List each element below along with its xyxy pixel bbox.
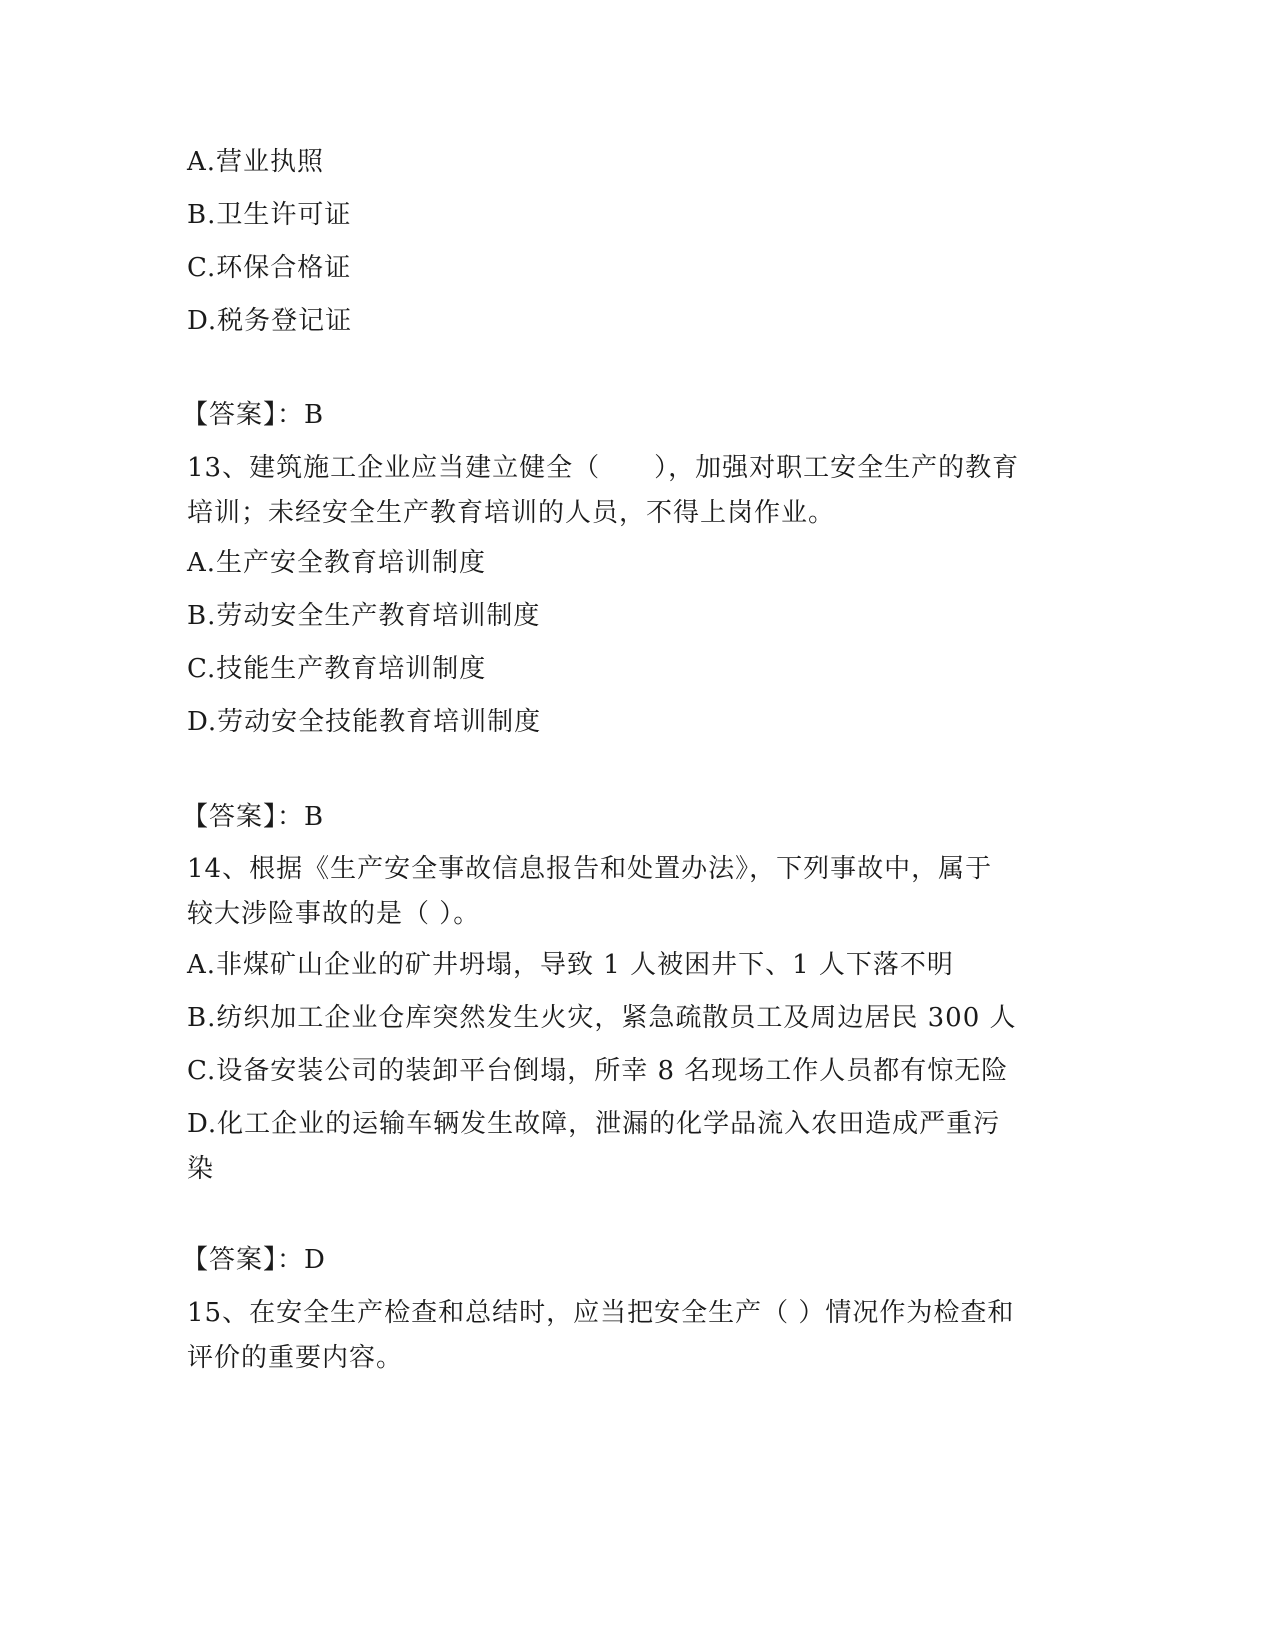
q13-option-b: B.劳动安全生产教育培训制度	[187, 601, 541, 631]
q14-option-c: C.设备安装公司的装卸平台倒塌，所幸 8 名现场工作人员都有惊无险	[187, 1056, 1009, 1086]
q14-option-d-line-2: 染	[187, 1154, 215, 1184]
q14-answer: 【答案】：D	[182, 1245, 326, 1275]
q12-answer: 【答案】：B	[182, 400, 325, 430]
q15-stem-line-1: 15、在安全生产检查和总结时，应当把安全生产（ ）情况作为检查和	[187, 1298, 1015, 1328]
q12-option-d: D.税务登记证	[187, 306, 353, 336]
q14-option-a: A.非煤矿山企业的矿井坍塌，导致 1 人被困井下、1 人下落不明	[187, 950, 954, 980]
q13-option-a: A.生产安全教育培训制度	[187, 548, 487, 578]
q13-option-d: D.劳动安全技能教育培训制度	[187, 707, 542, 737]
q13-stem-line-1: 13、建筑施工企业应当建立健全（ ），加强对职工安全生产的教育	[187, 453, 1020, 483]
q12-option-b: B.卫生许可证	[187, 200, 352, 230]
q12-option-a: A.营业执照	[187, 147, 325, 177]
q14-stem-line-2: 较大涉险事故的是（ ）。	[187, 899, 481, 929]
q14-option-b: B.纺织加工企业仓库突然发生火灾，紧急疏散员工及周边居民 300 人	[187, 1003, 1017, 1033]
q12-option-c: C.环保合格证	[187, 253, 352, 283]
q15-stem-line-2: 评价的重要内容。	[187, 1343, 404, 1373]
q14-stem-line-1: 14、根据《生产安全事故信息报告和处置办法》，下列事故中，属于	[187, 854, 993, 884]
q13-option-c: C.技能生产教育培训制度	[187, 654, 487, 684]
q13-stem-line-2: 培训；未经安全生产教育培训的人员，不得上岗作业。	[187, 498, 836, 528]
q13-answer: 【答案】：B	[182, 802, 325, 832]
q14-option-d-line-1: D.化工企业的运输车辆发生故障，泄漏的化学品流入农田造成严重污	[187, 1109, 1001, 1139]
